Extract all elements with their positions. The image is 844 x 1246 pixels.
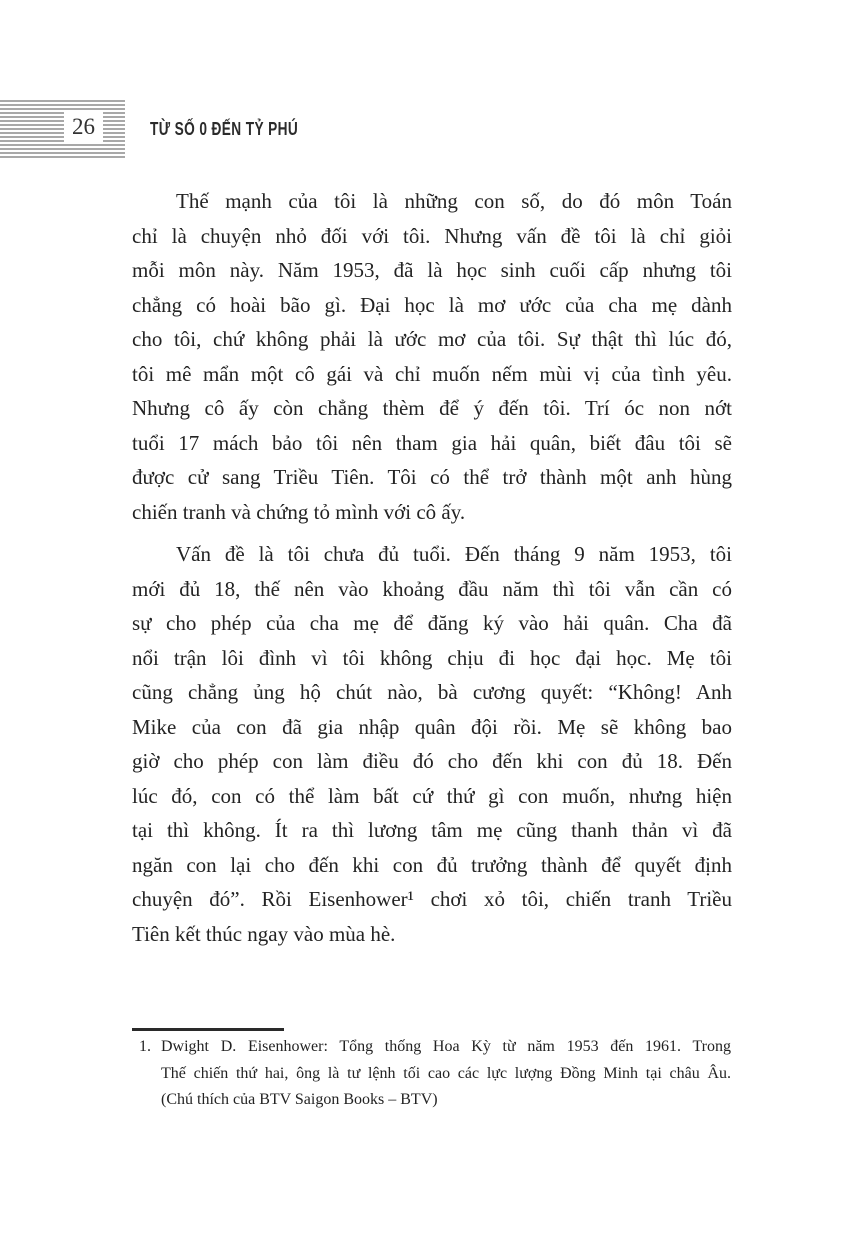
paragraph-1: [132, 184, 732, 529]
footnote-number: 1.: [139, 1038, 151, 1055]
text-line: nổi trận lôi đình vì tôi không chịu đi học đại học. Mẹ tôi: [132, 645, 732, 670]
footnote-line: [139, 1034, 731, 1061]
text-line: Vấn đề là tôi chưa đủ tuổi. Đến tháng 9 năm 1953, tôi: [176, 542, 732, 566]
text-line: chẳng có hoài bão gì. Đại học là mơ ước của cha mẹ dành: [132, 292, 732, 317]
text-line: chỉ là chuyện nhỏ đối với tôi. Nhưng vấn đề tôi là chỉ giỏi: [132, 223, 732, 248]
page-number: 26: [64, 112, 103, 142]
text-line: mới đủ 18, thế nên vào khoảng đầu năm thì tôi vẫn cần có: [132, 576, 732, 601]
footnote-line: Thế chiến thứ hai, ông là tư lệnh tối cao các lực lượng Đồng Minh tại châu Âu.: [161, 1064, 731, 1082]
text-line: lúc đó, con có thể làm bất cứ thứ gì con muốn, nhưng hiện: [132, 783, 732, 808]
text-line: ngăn con lại cho đến khi con đủ trưởng thành để quyết định: [132, 852, 732, 877]
text-line: chuyện đó”. Rồi Eisenhower¹ chơi xỏ tôi, chiến tranh Triều: [132, 887, 732, 911]
text-line: cũng chẳng ủng hộ chút nào, bà cương quyết: “Không! Anh: [132, 680, 732, 704]
header-stripe-decoration: [0, 100, 125, 159]
text-line: Nhưng cô ấy còn chẳng thèm để ý đến tôi. Trí óc non nớt: [132, 396, 732, 420]
text-line: tuổi 17 mách bảo tôi nên tham gia hải quân, biết đâu tôi sẽ: [132, 430, 732, 455]
running-title-text: TỪ SỐ 0 ĐẾN TỶ PHÚ: [150, 119, 299, 139]
text-line: Mike của con đã gia nhập quân đội rồi. Mẹ sẽ không bao: [132, 714, 732, 739]
body-text: [132, 184, 732, 951]
text-line: Tiên kết thúc ngay vào mùa hè.: [132, 921, 396, 946]
paragraph-2: [132, 537, 732, 951]
text-line: sự cho phép của cha mẹ để đăng ký vào hải quân. Cha đã: [132, 611, 732, 635]
text-line: Thế mạnh của tôi là những con số, do đó môn Toán: [176, 189, 732, 213]
text-line: chiến tranh và chứng tỏ mình với cô ấy.: [132, 499, 466, 524]
running-title: [150, 119, 345, 139]
text-line: mỗi môn này. Năm 1953, đã là học sinh cuối cấp nhưng tôi: [132, 258, 732, 282]
text-line: tại thì không. Ít ra thì lương tâm mẹ cũng thanh thản vì đã: [132, 818, 732, 842]
text-line: tôi mê mẩn một cô gái và chỉ muốn nếm mùi vị của tình yêu.: [132, 361, 732, 386]
footnote-text: Dwight D. Eisenhower: Tổng thống Hoa Kỳ từ năm 1953 đến 1961. Trong: [161, 1038, 731, 1055]
text-line: cho tôi, chứ không phải là ước mơ của tôi. Sự thật thì lúc đó,: [132, 327, 732, 351]
footnote-divider: [132, 1028, 284, 1031]
footnote-line: (Chú thích của BTV Saigon Books – BTV): [161, 1091, 438, 1108]
text-line: giờ cho phép con làm điều đó cho đến khi con đủ 18. Đến: [132, 749, 732, 773]
footnote: [139, 1034, 731, 1114]
text-line: được cử sang Triều Tiên. Tôi có thể trở thành một anh hùng: [132, 465, 732, 489]
